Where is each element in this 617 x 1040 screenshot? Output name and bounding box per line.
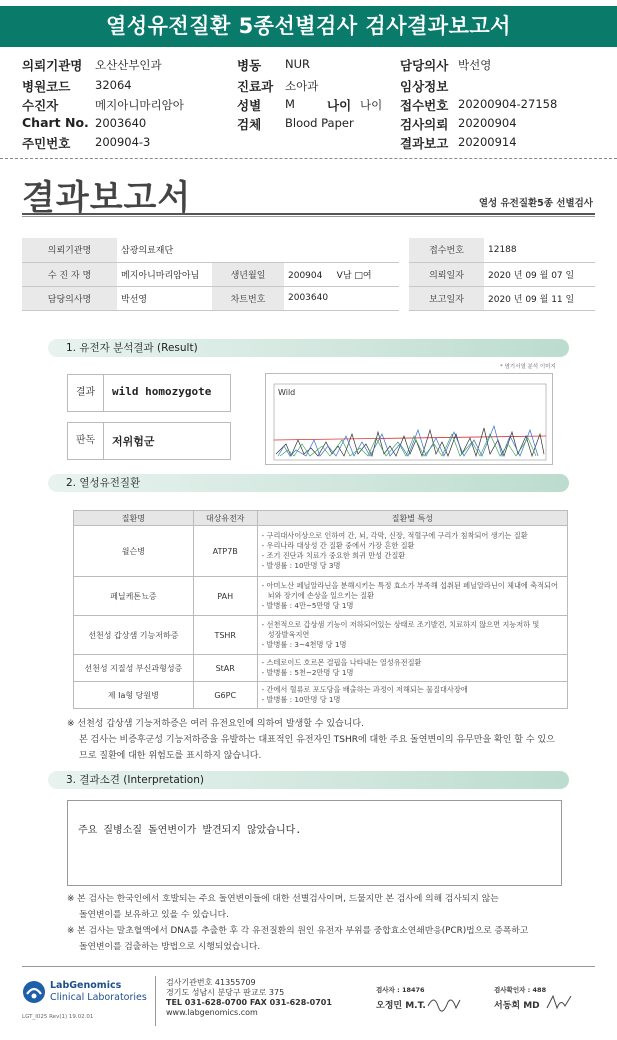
clinical-label: 임상정보 (400, 79, 449, 94)
dashed-divider (0, 158, 617, 159)
footer (0, 968, 617, 1040)
hospital-label: 의뢰기관명 (22, 58, 83, 73)
disease-gene: G6PC (193, 682, 257, 709)
report-heading: 결과보고서 (22, 178, 192, 218)
chromatogram-label: Wild (278, 388, 296, 397)
report-title-bar: 열성유전질환 5종선별검사 검사결과보고서 (0, 6, 617, 47)
code-value: 32064 (95, 78, 132, 92)
ward-value: NUR (285, 57, 311, 71)
bottom-notes: ※ 본 검사는 한국인에서 호발되는 주요 돌연변이들에 대한 선별검사이며, 드물지만 본 검사에 의해 검사되지 않는 돌연변이를 보유하고 있을 수 있습니다. ※ 본 검사는 말초혈액에서 DNA를 추출한 후 각 유전질환의 원인 유전자 부위를 중합효소연쇄반응(PCR)법으로 증폭하고 돌연변이를 검출하는 방법으로 시행되었습니다. (67, 894, 529, 952)
approver-id: 검사확인자 : 488 (494, 986, 547, 994)
disease-gene: ATP7B (193, 526, 257, 577)
disease-gene: PAH (193, 577, 257, 616)
footer-divider (155, 976, 156, 1026)
info-value: 12188 (484, 238, 595, 262)
chromatogram-image (265, 373, 553, 465)
chart-label: Chart No. (22, 115, 89, 130)
disease-features: - 구리대사이상으로 인하여 간, 뇌, 각막, 신장, 적혈구에 구리가 침착되어 생기는 질환 - 우리나라 대상성 간 질환 중에서 가장 흔한 질환 - 조기 진단과 치료가 중요한 희귀 만성 간질환 - 발생률 : 10만명 당 3명 (257, 526, 567, 577)
result-box (67, 374, 231, 412)
disease-name: 제 Ia형 당원병 (74, 682, 194, 709)
disease-name: 페닐케톤뇨증 (74, 577, 194, 616)
patient-value: 메지아니마리암아 (95, 98, 184, 112)
sex-label: 성별 (237, 98, 262, 113)
disease-gene: TSHR (193, 616, 257, 655)
table-row (22, 262, 595, 286)
sex-value: M (285, 97, 295, 111)
column-header: 질환별 특성 (257, 511, 567, 526)
info-label: 담당의사명 (22, 286, 117, 310)
info-value: 삼광의료재단 (117, 238, 399, 262)
ward-label: 병동 (237, 58, 262, 73)
doctor-value: 박선영 (458, 58, 492, 72)
disease-name: 선천성 지질성 부신과형성증 (74, 655, 194, 682)
info-label: 의뢰기관명 (22, 238, 117, 262)
request-value: 20200904 (458, 116, 517, 130)
accession-label: 접수번호 (400, 98, 449, 113)
info-value: 2003640 (284, 286, 399, 310)
column-header: 대상유전자 (193, 511, 257, 526)
heading-rule-thin (22, 216, 595, 217)
age-value: 나이 (360, 98, 383, 112)
interpretation-box (67, 800, 562, 886)
patient-label: 수진자 (22, 98, 59, 113)
info-label: 차트번호 (212, 286, 284, 310)
id-label: 주민번호 (22, 136, 71, 151)
disease-features: - 아미노산 페닐알라닌을 분해시키는 특정 효소가 부족해 섭취된 페닐알라닌이 체내에 축적되어 뇌와 장기에 손상을 일으키는 질환 - 발병률 : 4만~5만명 당 1명 (257, 577, 567, 616)
section-interpretation-header: 3. 결과소견 (Interpretation) (48, 771, 569, 789)
result-value: wild homozygote (112, 385, 212, 398)
disease-name: 윌슨병 (74, 526, 194, 577)
table-row (22, 238, 595, 262)
approver-name: 서동희 MD (494, 1001, 540, 1011)
table-row (74, 526, 568, 577)
examiner-name: 오정민 M.T. (376, 1001, 426, 1011)
approver-signature-icon (545, 992, 575, 1014)
report-date-label: 결과보고 (400, 136, 449, 151)
disease-features: - 선천적으로 갑상샘 기능이 저하되어있는 상태로 조기발견, 치료하지 않으면 지능저하 및 성장발육지연 - 발병률 : 3~4천명 당 1명 (257, 616, 567, 655)
table-row (74, 577, 568, 616)
accession-value: 20200904-27158 (458, 97, 558, 111)
table-row (74, 682, 568, 709)
labgenomics-logo-icon (22, 980, 46, 1004)
report-subheading: 열성 유전질환5종 선별검사 (478, 198, 593, 209)
section-disease-header: 2. 열성유전질환 (48, 474, 569, 492)
info-value: 박선영 (117, 286, 212, 310)
doctor-label: 담당의사 (400, 58, 449, 73)
info-value: 2020 년 09 월 07 일 (484, 262, 595, 286)
table-row (74, 655, 568, 682)
result-label: 결과 (68, 375, 104, 411)
sex-checkbox: V남 □여 (336, 270, 372, 281)
table-row (74, 616, 568, 655)
request-label: 검사의뢰 (400, 117, 449, 132)
logo-name: LabGenomics (50, 980, 122, 991)
info-label: 보고일자 (409, 286, 484, 310)
age-label: 나이 (327, 98, 352, 113)
report-date-value: 20200914 (458, 135, 517, 149)
info-value: 메지아니마리암아님 (117, 262, 212, 286)
code-label: 병원코드 (22, 79, 71, 94)
patient-header (0, 52, 617, 156)
info-value (284, 262, 399, 286)
request-info-table (22, 238, 595, 311)
table-header-row (74, 511, 568, 526)
reading-box (67, 422, 231, 460)
hospital-value: 오산산부인과 (95, 58, 162, 72)
section-result-header: 1. 유전자 분석결과 (Result) (48, 339, 569, 357)
chart-value: 2003640 (95, 116, 147, 130)
logo-subname: Clinical Laboratories (50, 992, 147, 1003)
org-info: 검사기관번호 41355709 경기도 성남시 분당구 판교로 375 TEL 031-628-0700 FAX 031-628-0701 www.labgenomics.com (166, 978, 332, 1017)
specimen-label: 검체 (237, 117, 262, 132)
form-number: LGT_I025 Rev(1) 19.02.01 (22, 1014, 94, 1020)
id-value: 200904-3 (95, 135, 151, 149)
sequence-note: * 염기서열 분석 이미지 (500, 364, 556, 370)
dept-label: 진료과 (237, 79, 274, 94)
disease-features: - 간에서 혈류로 포도당을 배출하는 과정이 저해되는 물질대사장애 - 발병률 : 10만명 당 1명 (257, 682, 567, 709)
disease-note: ※ 선천성 갑상샘 기능저하증은 여러 유전요인에 의하여 발생할 수 있습니다. 본 검사는 비증후군성 기능저하증을 유발하는 대표적인 유전자인 TSHR에 대한 주요 돌연변이의 유무만을 확인 할 수 있으 므로 질환에 대한 위험도를 표시하지 않습니다. (67, 719, 555, 761)
chromatogram-trace (266, 374, 552, 464)
birth-value: 200904 (288, 270, 323, 281)
examiner-signature-icon (426, 992, 462, 1014)
disease-features: - 스테로이드 호르몬 결핍을 나타내는 열성유전질환 - 발병률 : 5천~2만명 당 1명 (257, 655, 567, 682)
specimen-value: Blood Paper (285, 116, 354, 130)
info-label: 의뢰일자 (409, 262, 484, 286)
dept-value: 소아과 (285, 79, 319, 93)
info-label: 수 진 자 명 (22, 262, 117, 286)
info-label: 접수번호 (409, 238, 484, 262)
info-label: 생년월일 (212, 262, 284, 286)
info-value: 2020 년 09 월 11 일 (484, 286, 595, 310)
disease-table (73, 510, 568, 709)
disease-name: 선천성 갑상샘 기능저하증 (74, 616, 194, 655)
reading-label: 판독 (68, 423, 104, 459)
footer-rule (22, 966, 595, 967)
interpretation-text: 주요 질병소질 돌연변이가 발견되지 않았습니다. (78, 825, 302, 836)
column-header: 질환명 (74, 511, 194, 526)
examiner-id: 검사자 : 18476 (376, 986, 425, 994)
table-row (22, 286, 595, 310)
reading-value: 저위험군 (112, 435, 155, 448)
disease-gene: StAR (193, 655, 257, 682)
heading-rule (22, 213, 595, 215)
